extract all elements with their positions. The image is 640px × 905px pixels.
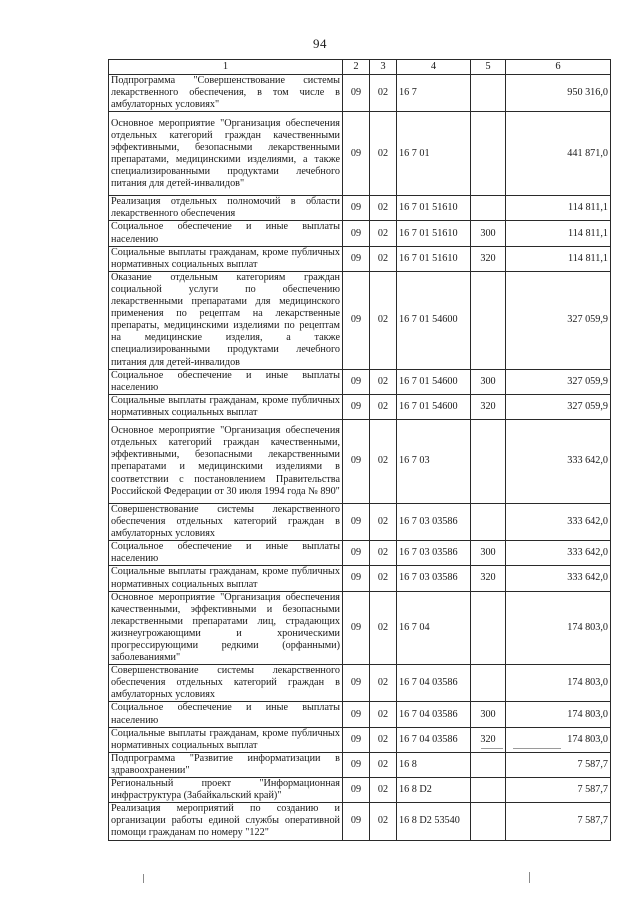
row-c4-cell: 16 7 01 51610 [397, 196, 471, 221]
row-c3-cell: 02 [370, 541, 397, 566]
row-c6-cell: 174 803,0 [506, 727, 611, 752]
table-row [109, 541, 611, 566]
column-header: 2 [343, 60, 370, 75]
table-row [109, 221, 611, 246]
row-c2-cell: 09 [343, 246, 370, 271]
table-row [109, 803, 611, 840]
table-row [109, 369, 611, 394]
row-c3-cell: 02 [370, 665, 397, 702]
row-c5-cell: 320 [471, 727, 506, 752]
row-c2-cell: 09 [343, 503, 370, 540]
row-c5-cell: 300 [471, 369, 506, 394]
row-c4-cell: 16 7 01 54600 [397, 369, 471, 394]
row-c4-cell: 16 7 04 03586 [397, 727, 471, 752]
row-c4-cell: 16 7 [397, 75, 471, 112]
table-row [109, 752, 611, 777]
column-header: 4 [397, 60, 471, 75]
table-row [109, 112, 611, 196]
row-c3-cell: 02 [370, 778, 397, 803]
scan-artifact [481, 748, 503, 749]
row-c4-cell: 16 8 D2 53540 [397, 803, 471, 840]
scan-artifact [143, 874, 144, 883]
row-c2-cell: 09 [343, 752, 370, 777]
column-header: 5 [471, 60, 506, 75]
row-c6-cell: 7 587,7 [506, 752, 611, 777]
row-c2-cell: 09 [343, 566, 370, 591]
row-c5-cell [471, 419, 506, 503]
row-c5-cell [471, 752, 506, 777]
row-c4-cell: 16 7 04 [397, 591, 471, 665]
table-row [109, 196, 611, 221]
row-c5-cell [471, 803, 506, 840]
row-c2-cell: 09 [343, 369, 370, 394]
row-c3-cell: 02 [370, 271, 397, 369]
row-name-cell: Региональный проект "Информационная инфраструктура (Забайкальский край)" [109, 778, 343, 803]
row-c2-cell: 09 [343, 591, 370, 665]
table-row [109, 665, 611, 702]
row-c3-cell: 02 [370, 112, 397, 196]
row-name-cell: Оказание отдельным категориям граждан социальной услуги по обеспечению лекарственными препаратами для медицинского применения по рецептам на лекарственные препараты, медицинскими изделиями по рецептам на медицинские изделия, а также специализированными продуктами лечебного питания для детей-инвалидов [109, 271, 343, 369]
row-c4-cell: 16 7 01 51610 [397, 221, 471, 246]
row-c4-cell: 16 8 [397, 752, 471, 777]
row-c5-cell: 300 [471, 702, 506, 727]
row-name-cell: Основное мероприятие "Организация обеспечения качественными, эффективными и безопасными лекарственными препаратами лиц, страдающих жизнеугрожающими и хроническими прогрессирующими редкими (орфанными) заболеваниями" [109, 591, 343, 665]
row-c4-cell: 16 7 01 [397, 112, 471, 196]
row-c6-cell: 174 803,0 [506, 702, 611, 727]
row-c5-cell: 320 [471, 246, 506, 271]
row-c3-cell: 02 [370, 591, 397, 665]
table-row [109, 566, 611, 591]
row-c4-cell: 16 7 03 03586 [397, 541, 471, 566]
row-c2-cell: 09 [343, 778, 370, 803]
row-c2-cell: 09 [343, 803, 370, 840]
row-c3-cell: 02 [370, 196, 397, 221]
row-c2-cell: 09 [343, 665, 370, 702]
row-name-cell: Основное мероприятие "Организация обеспечения отдельных категорий граждан качественными эффективными, безопасными лекарственными препаратами, медицинскими изделиями, а также специализированными продуктами лечебного питания для детей-инвалидов" [109, 112, 343, 196]
row-c4-cell: 16 7 01 54600 [397, 271, 471, 369]
column-header: 1 [109, 60, 343, 75]
row-c6-cell: 114 811,1 [506, 196, 611, 221]
row-name-cell: Социальное обеспечение и иные выплаты населению [109, 221, 343, 246]
row-c4-cell: 16 8 D2 [397, 778, 471, 803]
row-name-cell: Реализация мероприятий по созданию и организации работы единой службы оперативной помощи гражданам по номеру "122" [109, 803, 343, 840]
row-c2-cell: 09 [343, 221, 370, 246]
row-c2-cell: 09 [343, 419, 370, 503]
row-c6-cell: 950 316,0 [506, 75, 611, 112]
row-c6-cell: 7 587,7 [506, 778, 611, 803]
row-c6-cell: 333 642,0 [506, 503, 611, 540]
row-c3-cell: 02 [370, 246, 397, 271]
row-name-cell: Основное мероприятие "Организация обеспечения отдельных категорий граждан качественными, эффективными, безопасными лекарственными препаратами и медицинскими изделиями в соответствии с постановлением Правительства Российской Федерации от 30 июля 1994 года № 890" [109, 419, 343, 503]
row-name-cell: Социальное обеспечение и иные выплаты населению [109, 541, 343, 566]
row-c4-cell: 16 7 04 03586 [397, 665, 471, 702]
page-number: 94 [313, 36, 327, 51]
row-c6-cell: 327 059,9 [506, 369, 611, 394]
row-name-cell: Подпрограмма "Совершенствование системы лекарственного обеспечения, в том числе в амбулаторных условиях" [109, 75, 343, 112]
row-c6-cell: 174 803,0 [506, 665, 611, 702]
row-c5-cell [471, 196, 506, 221]
row-name-cell: Социальные выплаты гражданам, кроме публичных нормативных социальных выплат [109, 246, 343, 271]
row-c2-cell: 09 [343, 75, 370, 112]
row-c2-cell: 09 [343, 541, 370, 566]
row-c3-cell: 02 [370, 566, 397, 591]
row-c4-cell: 16 7 03 03586 [397, 503, 471, 540]
table-row [109, 75, 611, 112]
row-c3-cell: 02 [370, 75, 397, 112]
row-c6-cell: 441 871,0 [506, 112, 611, 196]
row-name-cell: Социальные выплаты гражданам, кроме публичных нормативных социальных выплат [109, 727, 343, 752]
row-c3-cell: 02 [370, 419, 397, 503]
row-c5-cell: 320 [471, 394, 506, 419]
column-header: 3 [370, 60, 397, 75]
row-c5-cell: 300 [471, 541, 506, 566]
row-c5-cell [471, 665, 506, 702]
table-row [109, 503, 611, 540]
row-c2-cell: 09 [343, 112, 370, 196]
table-header-row [109, 60, 611, 75]
row-c2-cell: 09 [343, 727, 370, 752]
row-c6-cell: 327 059,9 [506, 394, 611, 419]
row-name-cell: Совершенствование системы лекарственного обеспечения отдельных категорий граждан в амбулаторных условиях [109, 665, 343, 702]
row-c5-cell: 320 [471, 566, 506, 591]
row-c4-cell: 16 7 03 03586 [397, 566, 471, 591]
row-name-cell: Социальные выплаты гражданам, кроме публичных нормативных социальных выплат [109, 394, 343, 419]
row-c3-cell: 02 [370, 221, 397, 246]
row-c3-cell: 02 [370, 752, 397, 777]
row-c3-cell: 02 [370, 394, 397, 419]
row-c6-cell: 7 587,7 [506, 803, 611, 840]
row-c2-cell: 09 [343, 394, 370, 419]
row-c5-cell [471, 591, 506, 665]
row-c5-cell [471, 778, 506, 803]
row-name-cell: Реализация отдельных полномочий в области лекарственного обеспечения [109, 196, 343, 221]
row-c6-cell: 333 642,0 [506, 541, 611, 566]
table-body [109, 75, 611, 841]
row-c6-cell: 333 642,0 [506, 566, 611, 591]
row-name-cell: Подпрограмма "Развитие информатизации в здравоохранении" [109, 752, 343, 777]
table-row [109, 246, 611, 271]
row-c2-cell: 09 [343, 702, 370, 727]
column-header: 6 [506, 60, 611, 75]
row-name-cell: Социальные выплаты гражданам, кроме публичных нормативных социальных выплат [109, 566, 343, 591]
budget-table [108, 59, 611, 841]
row-c6-cell: 333 642,0 [506, 419, 611, 503]
table-row [109, 778, 611, 803]
row-c5-cell [471, 271, 506, 369]
table-row [109, 419, 611, 503]
row-c5-cell [471, 112, 506, 196]
row-c6-cell: 114 811,1 [506, 246, 611, 271]
row-c6-cell: 114 811,1 [506, 221, 611, 246]
row-c5-cell: 300 [471, 221, 506, 246]
row-name-cell: Социальное обеспечение и иные выплаты населению [109, 702, 343, 727]
row-c3-cell: 02 [370, 369, 397, 394]
row-c3-cell: 02 [370, 503, 397, 540]
scan-artifact [529, 872, 530, 883]
scan-artifact [513, 748, 561, 749]
row-c6-cell: 174 803,0 [506, 591, 611, 665]
row-name-cell: Социальное обеспечение и иные выплаты населению [109, 369, 343, 394]
row-name-cell: Совершенствование системы лекарственного обеспечения отдельных категорий граждан в амбулаторных условиях [109, 503, 343, 540]
table-row [109, 702, 611, 727]
row-c4-cell: 16 7 01 51610 [397, 246, 471, 271]
row-c6-cell: 327 059,9 [506, 271, 611, 369]
row-c3-cell: 02 [370, 803, 397, 840]
row-c4-cell: 16 7 04 03586 [397, 702, 471, 727]
row-c4-cell: 16 7 01 54600 [397, 394, 471, 419]
table-row [109, 394, 611, 419]
table-row [109, 271, 611, 369]
row-c5-cell [471, 503, 506, 540]
table-row [109, 591, 611, 665]
row-c4-cell: 16 7 03 [397, 419, 471, 503]
row-c3-cell: 02 [370, 702, 397, 727]
row-c2-cell: 09 [343, 271, 370, 369]
row-c3-cell: 02 [370, 727, 397, 752]
row-c5-cell [471, 75, 506, 112]
row-c2-cell: 09 [343, 196, 370, 221]
